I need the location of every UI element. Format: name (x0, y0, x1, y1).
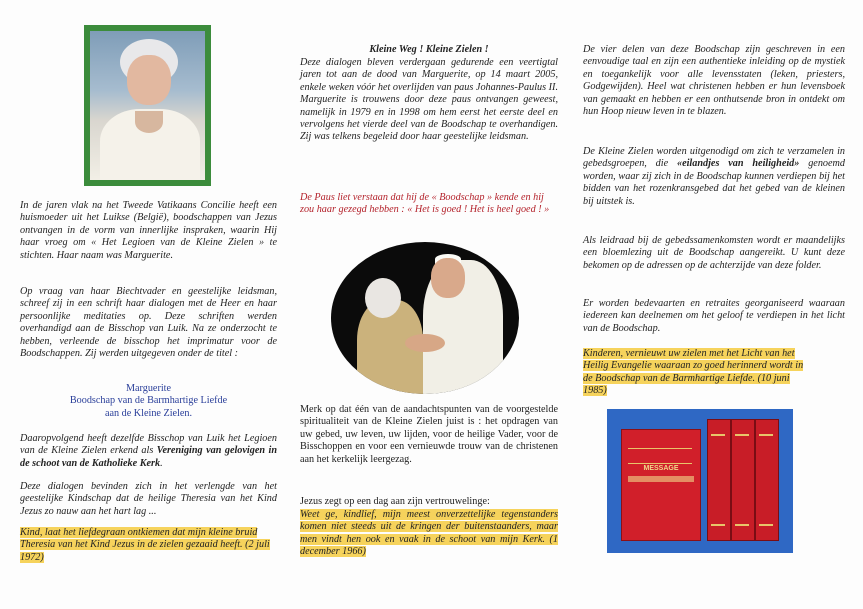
book-title-main: Boodschap van de Barmhartige Liefde (69, 395, 228, 407)
recognition-paragraph: Daaropvolgend heeft dezelfde Bisschop van Luik het Legioen van de Kleine Zielen erkend als Vereniging van gelovigen in de schoot van de Katholieke Kerk. (20, 433, 277, 469)
pope-meeting-photo (331, 242, 519, 394)
spirituality-paragraph: Merk op dat één van de aandachtspunten van de voorgestelde spiritualiteit van de Kleine Zielen juist is : het opdragen van uw gebed, uw leven, uw lijden, voor de heilige Vader, voor de Bisschoppen en voor een vernieuwde trouw van de christenen aan het kerkelijk leergezag. (300, 404, 558, 465)
book-title-sub: aan de Kleine Zielen. (104, 407, 193, 419)
guideline-paragraph: Als leidraad bij de gebedssamenkomsten wordt er maandelijks een bloemlezing uit de Boodschap aangereikt. U kunt deze bekomen op de adressen op de achterzijde van deze folder. (583, 235, 845, 271)
theresia-paragraph: Deze dialogen bevinden zich in het verlengde van het geestelijke Kindschap dat de heilige Theresia van het Kind Jezus zo nauw aan het hart lag ... (20, 481, 277, 517)
book-title-author: Marguerite (125, 383, 172, 394)
quote-1966: Weet ge, kindlief, mijn meest onverzettelijke tegenstanders komen niet steeds uit de kringen der buitenstaanders, maar men vindt hen ook en vaak in de schoot van mijn Kerk. (1 december 1966) (300, 509, 558, 558)
confessor-paragraph: Op vraag van haar Biechtvader en geestelijke leidsman, schreef zij in een schrift haar dialogen met de Heer en haar persoonlijke meditaties op. Deze schriften werden overhandigd aan de Bisschop van Luik. Na ze onderzocht te hebben, verleende de bisschop het imprimatur voor de Boodschappen. Zij werden uitgegeven onder de titel : (20, 286, 277, 360)
book-title-block (20, 383, 277, 420)
book-cover-title: MESSAGE (643, 465, 679, 472)
four-parts-paragraph: De vier delen van deze Boodschap zijn geschreven in een eenvoudige taal en zijn een authentieke inleiding op de mystiek en toegankelijk voor alle levensstaten (leken, priesters, Godgewijden). Heel wat christenen hebben er hun levensboek van gemaakt en hebben er een onthutsende bron in ontdekt om hun Hoop nieuw leven in te blazen. (583, 44, 845, 118)
intro-paragraph: In de jaren vlak na het Tweede Vatikaans Concilie heeft een huismoeder uit het Luikse (België), boodschappen van Jezus ontvangen in de vorm van innerlijke inspraken, waarin Hij haar vroeg om « Het Legioen van de Kleine Zielen » te stichten. Haar naam was Marguerite. (20, 200, 277, 261)
book-cover (621, 429, 701, 541)
jesus-says-line: Jezus zegt op een dag aan zijn vertrouwelinge: (300, 496, 490, 507)
association-name: Vereniging van gelovigen in de schoot van de Katholieke Kerk (20, 445, 277, 469)
prayer-groups-paragraph: De Kleine Zielen worden uitgenodigd om zich te verzamelen in gebedsgroepen, die «eilandjes van heiligheid» genoemd worden, waar zij zich in de Boodschap kunnen verdiepen bij het bidden van het rozenkransgebed dat het gebed van de kleinen bij uitstek is. (583, 146, 845, 207)
message-books-photo (607, 409, 793, 553)
marguerite-portrait-photo (84, 25, 211, 186)
quote-1985: Kinderen, vernieuwt uw zielen met het Licht van het Heilig Evangelie waaraan zo goed herinnerd wordt in de Boodschap van de Barmhartige Liefde. (10 juni 1985) (583, 348, 804, 397)
quote-1972: Kind, laat het liefdegraan ontkiemen dat mijn kleine bruid Theresia van het Kind Jezus in de zielen gezaaid heeft. (2 juli 1972) (20, 527, 270, 563)
heading-kleine-weg: Kleine Weg ! Kleine Zielen ! (369, 44, 489, 55)
dialogues-paragraph: Deze dialogen bleven verdergaan gedurende een veertigtal jaren tot aan de dood van Marguerite, op 14 maart 2005, enkele weken vóór het overlijden van paus Johannes-Paulus II. Marguerite is trouwens door deze paus ontvangen geweest, namelijk in 1979 en in 1998 om hem eerst het eerste deel en vervolgens het vierde deel van de Boodschap te overhandigen. Zij was telkens begeleid door haar geestelijke leidsman. (300, 57, 558, 143)
pope-quote: De Paus liet verstaan dat hij de « Boodschap » kende en hij zou haar gezegd hebben : « Het is goed ! Het is heel goed ! » (300, 192, 550, 216)
pilgrimage-paragraph: Er worden bedevaarten en retraites georganiseerd waaraan iedereen kan deelnemen om het geloof te verdiepen in het licht van de Boodschap. (583, 298, 845, 334)
islands-of-holiness: «eilandjes van heiligheid» (676, 158, 800, 170)
